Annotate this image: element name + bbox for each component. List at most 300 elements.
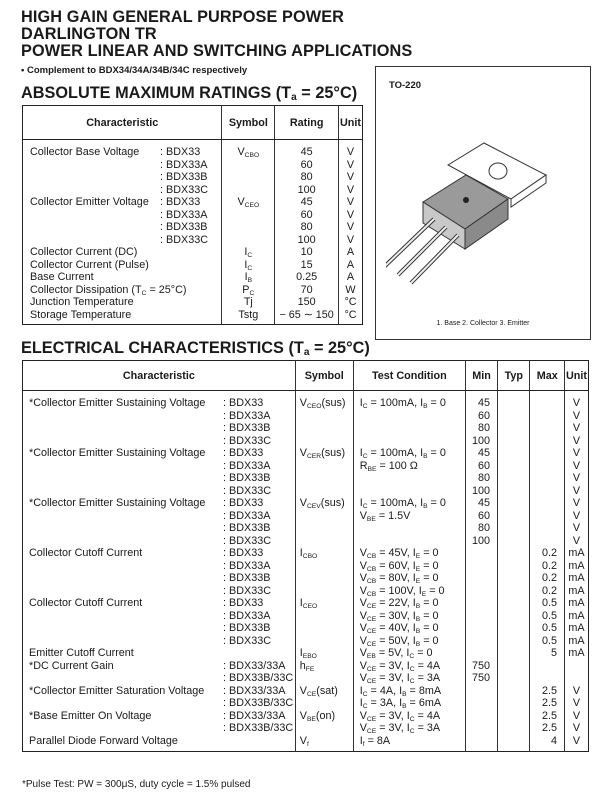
- characteristic-cell: [23, 660, 296, 673]
- symbol-cell: [222, 184, 275, 197]
- symbol-cell: [222, 234, 275, 247]
- characteristic-cell: [23, 522, 296, 535]
- characteristic-cell: [23, 259, 222, 272]
- max-cell: 0.5: [530, 622, 565, 635]
- characteristic-cell: [23, 159, 222, 172]
- part-number: : BDX33: [160, 146, 201, 158]
- min-cell: 100: [465, 485, 497, 498]
- typ-cell: [498, 522, 530, 535]
- rating-cell: 60: [275, 209, 339, 222]
- symbol-cell: $I_C$: [222, 246, 275, 259]
- table-row: [23, 485, 589, 498]
- part-number: : BDX33: [223, 447, 264, 459]
- max-cell: [530, 485, 565, 498]
- test-condition-cell: $I_C = 100mA$, $I_B = 0$: [353, 391, 465, 410]
- rating-cell: 100: [275, 234, 339, 247]
- min-cell: [465, 710, 497, 723]
- unit-cell: V: [565, 685, 589, 698]
- rating-cell: 70: [275, 284, 339, 297]
- table-row: [23, 234, 363, 247]
- unit-cell: V: [565, 735, 589, 752]
- test-condition-cell: $R_{BE} = 100$ Ω: [353, 460, 465, 473]
- part-number: : BDX33A: [160, 158, 208, 171]
- min-cell: 60: [465, 410, 497, 423]
- unit-cell: V: [339, 159, 363, 172]
- characteristic-cell: [23, 560, 296, 573]
- col-symbol: Symbol: [295, 361, 353, 391]
- symbol-cell: [222, 221, 275, 234]
- rating-cell: − 65 ∼ 150: [275, 309, 339, 325]
- test-condition-cell: $I_C = 3A$, $I_B = 6mA$: [353, 697, 465, 710]
- characteristic-cell: [23, 510, 296, 523]
- table-row: [23, 735, 589, 752]
- table-row: [23, 547, 589, 560]
- characteristic-cell: [23, 184, 222, 197]
- min-cell: 80: [465, 472, 497, 485]
- max-cell: 2.5: [530, 722, 565, 735]
- min-cell: [465, 572, 497, 585]
- unit-cell: V: [565, 410, 589, 423]
- test-condition-cell: $V_{CE} = 40V$, $I_B = 0$: [353, 622, 465, 635]
- symbol-cell: [295, 560, 353, 573]
- typ-cell: [498, 647, 530, 660]
- min-cell: [465, 685, 497, 698]
- symbol-cell: $I_{EBO}$: [295, 647, 353, 660]
- test-condition-cell: $V_{CE} = 3V$, $I_C = 3A$: [353, 672, 465, 685]
- symbol-cell: [295, 585, 353, 598]
- rating-cell: 10: [275, 246, 339, 259]
- table-row: [23, 391, 589, 410]
- col-symbol: Symbol: [222, 106, 275, 140]
- min-cell: [465, 647, 497, 660]
- test-condition-cell: $V_{CE} = 3V$, $I_C = 3A$: [353, 722, 465, 735]
- part-number: : BDX33A: [223, 459, 271, 472]
- max-cell: 4: [530, 735, 565, 752]
- characteristic-cell: [23, 710, 296, 723]
- unit-cell: mA: [565, 547, 589, 560]
- characteristic-name: *Collector Emitter Sustaining Voltage: [29, 397, 206, 409]
- test-condition-cell: $V_{BE} = 1.5V$: [353, 510, 465, 523]
- part-number: : BDX33/33A: [223, 684, 286, 697]
- package-figure: [375, 66, 591, 340]
- symbol-cell: [295, 535, 353, 548]
- symbol-cell: [222, 159, 275, 172]
- table-row: [23, 284, 363, 297]
- part-number: : BDX33A: [223, 409, 271, 422]
- table-row: [23, 309, 363, 325]
- absolute-max-ratings-table: [22, 105, 363, 325]
- table-row: [23, 271, 363, 284]
- complement-note: • Complement to BDX34/34A/34B/34C respectively: [21, 65, 248, 76]
- symbol-cell: [295, 510, 353, 523]
- test-condition-cell: $V_{EB} = 5V$, $I_C = 0$: [353, 647, 465, 660]
- col-min: Min: [465, 361, 497, 391]
- min-cell: [465, 597, 497, 610]
- typ-cell: [498, 510, 530, 523]
- table-row: [23, 209, 363, 222]
- symbol-cell: [295, 422, 353, 435]
- max-cell: 0.2: [530, 585, 565, 598]
- rating-cell: 150: [275, 296, 339, 309]
- max-cell: [530, 510, 565, 523]
- typ-cell: [498, 485, 530, 498]
- title-line-3: POWER LINEAR AND SWITCHING APPLICATIONS: [21, 42, 413, 60]
- col-unit: Unit: [339, 106, 363, 140]
- min-cell: [465, 735, 497, 752]
- symbol-cell: $V_f$: [295, 735, 353, 752]
- min-cell: 45: [465, 447, 497, 460]
- characteristic-cell: [23, 422, 296, 435]
- part-number: : BDX33: [223, 497, 264, 509]
- typ-cell: [498, 697, 530, 710]
- symbol-cell: $V_{CEO}$: [222, 196, 275, 209]
- table-row: [23, 196, 363, 209]
- symbol-cell: $V_{CE}(sat)$: [295, 685, 353, 698]
- unit-cell: mA: [565, 622, 589, 635]
- characteristic-cell: [23, 685, 296, 698]
- table-row: [23, 159, 363, 172]
- symbol-cell: [295, 410, 353, 423]
- part-number: : BDX33: [160, 196, 201, 208]
- symbol-cell: [295, 485, 353, 498]
- unit-cell: V: [339, 184, 363, 197]
- max-cell: 2.5: [530, 697, 565, 710]
- test-condition-cell: [353, 422, 465, 435]
- typ-cell: [498, 622, 530, 635]
- unit-cell: V: [565, 535, 589, 548]
- ec-section-title: ELECTRICAL CHARACTERISTICS $(T_a = 25^\circ C)$: [21, 339, 370, 358]
- characteristic-cell: [23, 547, 296, 560]
- unit-cell: mA: [565, 585, 589, 598]
- characteristic-cell: [23, 722, 296, 735]
- package-label: TO-220: [389, 80, 422, 91]
- typ-cell: [498, 560, 530, 573]
- rating-cell: 80: [275, 221, 339, 234]
- unit-cell: V: [565, 447, 589, 460]
- characteristic-name: Collector Dissipation $(T_C = 25^\circ C)$: [30, 283, 187, 297]
- min-cell: 100: [465, 535, 497, 548]
- characteristic-cell: [23, 460, 296, 473]
- rating-cell: 60: [275, 159, 339, 172]
- characteristic-cell: [23, 597, 296, 610]
- table-row: [23, 597, 589, 610]
- symbol-cell: $I_{CEO}$: [295, 597, 353, 610]
- unit-cell: V: [565, 485, 589, 498]
- max-cell: [530, 447, 565, 460]
- symbol-cell: $V_{CEV}(sus)$: [295, 497, 353, 510]
- max-cell: [530, 497, 565, 510]
- max-cell: [530, 410, 565, 423]
- max-cell: [530, 660, 565, 673]
- min-cell: 45: [465, 391, 497, 410]
- unit-cell: [565, 672, 589, 685]
- part-number: : BDX33A: [223, 559, 271, 572]
- amr-section-title: ABSOLUTE MAXIMUM RATINGS $(T_a = 25^\circ C)$: [21, 84, 358, 103]
- characteristic-cell: [23, 140, 222, 159]
- col-characteristic: Characteristic: [23, 361, 296, 391]
- test-condition-cell: [353, 485, 465, 498]
- symbol-cell: [295, 672, 353, 685]
- symbol-cell: $V_{CBO}$: [222, 140, 275, 159]
- col-unit: Unit: [565, 361, 589, 391]
- unit-cell: V: [339, 140, 363, 159]
- typ-cell: [498, 685, 530, 698]
- characteristic-cell: [23, 284, 222, 297]
- max-cell: 2.5: [530, 685, 565, 698]
- max-cell: [530, 435, 565, 448]
- symbol-cell: [222, 209, 275, 222]
- characteristic-name: Collector Current (DC): [30, 246, 138, 258]
- unit-cell: A: [339, 246, 363, 259]
- max-cell: 0.5: [530, 597, 565, 610]
- typ-cell: [498, 460, 530, 473]
- table-row: [23, 697, 589, 710]
- part-number: : BDX33B: [223, 572, 271, 584]
- max-cell: 5: [530, 647, 565, 660]
- test-condition-cell: $V_{CB} = 100V$, $I_E = 0$: [353, 585, 465, 598]
- typ-cell: [498, 710, 530, 723]
- table-row: [23, 221, 363, 234]
- symbol-cell: $I_B$: [222, 271, 275, 284]
- symbol-cell: $V_{CEO}(sus)$: [295, 391, 353, 410]
- table-row: [23, 140, 363, 159]
- typ-cell: [498, 660, 530, 673]
- pin-description: 1. Base 2. Collector 3. Emitter: [436, 320, 530, 327]
- characteristic-cell: [23, 209, 222, 222]
- symbol-cell: $P_C$: [222, 284, 275, 297]
- characteristic-name: *DC Current Gain: [29, 659, 114, 672]
- test-condition-cell: $V_{CB} = 80V$, $I_E = 0$: [353, 572, 465, 585]
- part-number: : BDX33: [223, 397, 264, 409]
- characteristic-cell: [23, 296, 222, 309]
- symbol-cell: [295, 622, 353, 635]
- table-row: [23, 447, 589, 460]
- typ-cell: [498, 447, 530, 460]
- table-row: [23, 422, 589, 435]
- characteristic-name: *Collector Emitter Saturation Voltage: [29, 684, 205, 697]
- table-row: [23, 296, 363, 309]
- test-condition-cell: [353, 472, 465, 485]
- test-condition-cell: $I_f = 8A$: [353, 735, 465, 752]
- test-condition-cell: $V_{CE} = 30V$, $I_B = 0$: [353, 610, 465, 623]
- table-row: [23, 672, 589, 685]
- unit-cell: A: [339, 271, 363, 284]
- table-row: [23, 685, 589, 698]
- min-cell: [465, 547, 497, 560]
- min-cell: 60: [465, 460, 497, 473]
- test-condition-cell: $V_{CE} = 3V$, $I_C = 4A$: [353, 710, 465, 723]
- characteristic-cell: [23, 497, 296, 510]
- unit-cell: V: [565, 422, 589, 435]
- typ-cell: [498, 547, 530, 560]
- part-number: : BDX33/33A: [223, 659, 286, 672]
- characteristic-cell: [23, 447, 296, 460]
- footnote: *Pulse Test: PW = 300μS, duty cycle = 1.5% pulsed: [22, 779, 251, 790]
- part-number: : BDX33B/33C: [223, 722, 294, 734]
- characteristic-name: *Collector Emitter Sustaining Voltage: [29, 497, 206, 509]
- table-row: [23, 647, 589, 660]
- unit-cell: V: [339, 196, 363, 209]
- characteristic-name: Emitter Cutoff Current: [29, 647, 134, 659]
- characteristic-name: Collector Cutoff Current: [29, 597, 143, 609]
- table-header-row: [23, 361, 589, 391]
- characteristic-name: *Base Emitter On Voltage: [29, 709, 152, 722]
- characteristic-cell: [23, 585, 296, 598]
- characteristic-cell: [23, 196, 222, 209]
- test-condition-cell: $I_C = 100mA$, $I_B = 0$: [353, 497, 465, 510]
- unit-cell: °C: [339, 309, 363, 325]
- unit-cell: W: [339, 284, 363, 297]
- part-number: : BDX33B/33C: [223, 697, 294, 709]
- max-cell: 2.5: [530, 710, 565, 723]
- characteristic-cell: [23, 572, 296, 585]
- table-row: [23, 610, 589, 623]
- rating-cell: 45: [275, 196, 339, 209]
- table-row: [23, 722, 589, 735]
- rating-cell: 0.25: [275, 271, 339, 284]
- part-number: : BDX33A: [223, 509, 271, 522]
- table-row: [23, 522, 589, 535]
- col-test-condition: Test Condition: [353, 361, 465, 391]
- electrical-characteristics-table: [22, 360, 589, 752]
- table-row: [23, 472, 589, 485]
- part-number: : BDX33B: [223, 622, 271, 634]
- characteristic-cell: [23, 221, 222, 234]
- symbol-cell: [295, 460, 353, 473]
- typ-cell: [498, 597, 530, 610]
- test-condition-cell: $V_{CB} = 60V$, $I_E = 0$: [353, 560, 465, 573]
- typ-cell: [498, 722, 530, 735]
- table-row: [23, 171, 363, 184]
- characteristic-name: Collector Cutoff Current: [29, 547, 143, 559]
- typ-cell: [498, 635, 530, 648]
- part-number: : BDX33B: [223, 472, 271, 484]
- max-cell: [530, 391, 565, 410]
- min-cell: 750: [465, 672, 497, 685]
- characteristic-cell: [23, 610, 296, 623]
- table-row: [23, 535, 589, 548]
- table-row: [23, 710, 589, 723]
- unit-cell: V: [339, 221, 363, 234]
- max-cell: [530, 422, 565, 435]
- table-row: [23, 460, 589, 473]
- min-cell: [465, 697, 497, 710]
- max-cell: [530, 672, 565, 685]
- max-cell: 0.2: [530, 547, 565, 560]
- unit-cell: mA: [565, 597, 589, 610]
- characteristic-name: Collector Base Voltage: [30, 146, 140, 158]
- characteristic-cell: [23, 271, 222, 284]
- min-cell: [465, 622, 497, 635]
- min-cell: [465, 610, 497, 623]
- part-number: : BDX33C: [160, 233, 209, 246]
- max-cell: 0.5: [530, 610, 565, 623]
- symbol-cell: [295, 697, 353, 710]
- min-cell: [465, 635, 497, 648]
- unit-cell: V: [565, 460, 589, 473]
- characteristic-cell: [23, 410, 296, 423]
- part-number: : BDX33A: [223, 609, 271, 622]
- test-condition-cell: $V_{CE} = 22V$, $I_B = 0$: [353, 597, 465, 610]
- symbol-cell: [295, 572, 353, 585]
- unit-cell: V: [565, 497, 589, 510]
- typ-cell: [498, 672, 530, 685]
- typ-cell: [498, 497, 530, 510]
- symbol-cell: [295, 435, 353, 448]
- symbol-cell: $h_{FE}$: [295, 660, 353, 673]
- test-condition-cell: [353, 535, 465, 548]
- characteristic-cell: [23, 472, 296, 485]
- part-number: : BDX33C: [160, 183, 209, 196]
- max-cell: 0.2: [530, 572, 565, 585]
- rating-cell: 45: [275, 140, 339, 159]
- symbol-cell: [295, 635, 353, 648]
- characteristic-cell: [23, 435, 296, 448]
- symbol-cell: $V_{CER}(sus)$: [295, 447, 353, 460]
- col-typ: Typ: [498, 361, 530, 391]
- unit-cell: V: [565, 722, 589, 735]
- typ-cell: [498, 391, 530, 410]
- part-number: : BDX33: [223, 547, 264, 559]
- unit-cell: [565, 660, 589, 673]
- part-number: : BDX33B/33C: [223, 672, 294, 684]
- unit-cell: V: [565, 472, 589, 485]
- unit-cell: V: [339, 171, 363, 184]
- part-number: : BDX33B: [160, 171, 208, 183]
- test-condition-cell: $I_C = 100mA$, $I_B = 0$: [353, 447, 465, 460]
- characteristic-cell: [23, 246, 222, 259]
- unit-cell: V: [565, 710, 589, 723]
- characteristic-name: Junction Temperature: [30, 296, 134, 308]
- unit-cell: V: [339, 234, 363, 247]
- typ-cell: [498, 422, 530, 435]
- unit-cell: V: [339, 209, 363, 222]
- min-cell: [465, 722, 497, 735]
- max-cell: 0.5: [530, 635, 565, 648]
- typ-cell: [498, 435, 530, 448]
- characteristic-name: Base Current: [30, 271, 94, 283]
- symbol-cell: $I_{CBO}$: [295, 547, 353, 560]
- test-condition-cell: [353, 435, 465, 448]
- table-row: [23, 497, 589, 510]
- part-number: : BDX33A: [160, 208, 208, 221]
- min-cell: 100: [465, 435, 497, 448]
- characteristic-name: Collector Emitter Voltage: [30, 196, 149, 208]
- unit-cell: V: [565, 391, 589, 410]
- part-number: : BDX33C: [223, 484, 272, 497]
- unit-cell: °C: [339, 296, 363, 309]
- characteristic-cell: [23, 309, 222, 325]
- rating-cell: 80: [275, 171, 339, 184]
- symbol-cell: Tj: [222, 296, 275, 309]
- unit-cell: V: [565, 435, 589, 448]
- characteristic-name: Collector Current (Pulse): [30, 258, 149, 271]
- characteristic-cell: [23, 234, 222, 247]
- characteristic-cell: [23, 697, 296, 710]
- symbol-cell: [222, 171, 275, 184]
- typ-cell: [498, 472, 530, 485]
- characteristic-cell: [23, 647, 296, 660]
- col-rating: Rating: [275, 106, 339, 140]
- title-line-1: HIGH GAIN GENERAL PURPOSE POWER: [21, 8, 345, 26]
- part-number: : BDX33: [223, 597, 264, 609]
- symbol-cell: Tstg: [222, 309, 275, 325]
- min-cell: [465, 560, 497, 573]
- typ-cell: [498, 610, 530, 623]
- min-cell: 80: [465, 522, 497, 535]
- unit-cell: mA: [565, 572, 589, 585]
- part-number: : BDX33C: [223, 634, 272, 647]
